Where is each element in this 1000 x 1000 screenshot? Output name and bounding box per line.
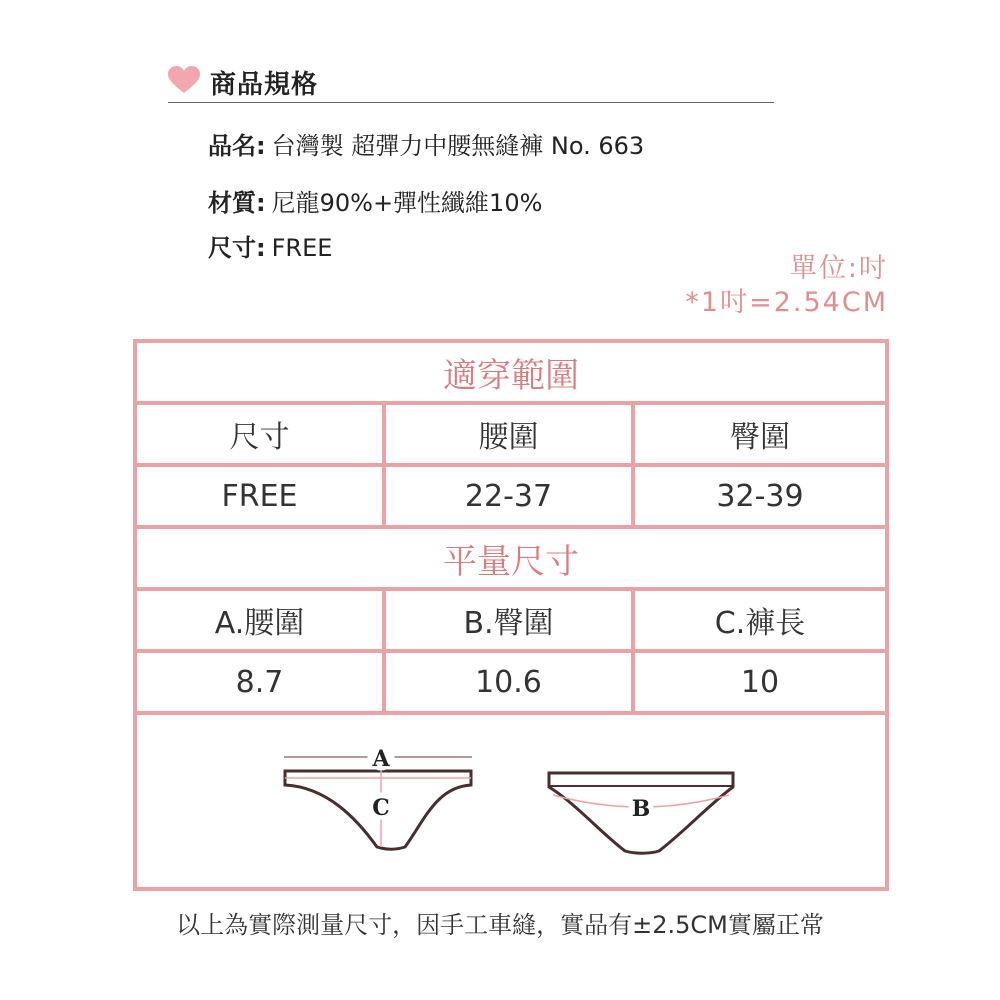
size-table — [133, 339, 889, 891]
flat-value-row — [137, 653, 885, 715]
unit-label: 單位:吋 — [789, 253, 888, 284]
unit-conversion: *1吋=2.54CM — [685, 287, 888, 318]
flat-header-hip: B.臀圍 — [386, 591, 635, 649]
spec-name-label: 品名: — [208, 132, 266, 160]
spec-size-label: 尺寸: — [208, 234, 266, 262]
heart-icon — [168, 66, 200, 94]
unit-note — [685, 252, 888, 320]
brief-back-illustration — [549, 773, 733, 853]
brief-front-illustration — [284, 744, 472, 849]
spec-material-row — [208, 183, 542, 219]
fit-table-title: 適穿範圍 — [443, 355, 579, 396]
fit-value-size: FREE — [137, 467, 386, 525]
diagram-label-b: B — [631, 796, 651, 822]
fit-header-size: 尺寸 — [137, 405, 386, 463]
diagram-label-c: C — [372, 795, 390, 821]
flat-title-row — [137, 529, 885, 591]
flat-header-waist: A.腰圍 — [137, 591, 386, 649]
flat-header-length: C.褲長 — [714, 606, 806, 641]
spec-name-row — [208, 126, 644, 162]
flat-value-length: 10 — [740, 664, 780, 700]
measurement-diagram — [137, 723, 885, 891]
section-title: 商品規格 — [210, 70, 319, 100]
spec-size-row — [208, 228, 332, 264]
fit-header-row — [137, 405, 885, 467]
flat-table-title: 平量尺寸 — [443, 541, 579, 582]
fit-value-row — [137, 467, 885, 529]
footer-note: 以上為實際測量尺寸，因手工車縫，實品有±2.5CM實屬正常 — [176, 911, 824, 939]
fit-value-hip: 32-39 — [716, 478, 804, 514]
flat-value-hip: 10.6 — [386, 653, 635, 711]
spec-material-label: 材質: — [208, 189, 266, 217]
fit-header-hip: 臀圍 — [730, 420, 790, 455]
fit-title-row — [137, 343, 885, 405]
spec-size-value: FREE — [271, 234, 333, 262]
spec-material-value: 尼龍90%+彈性纖維10% — [271, 189, 543, 217]
spec-name-value: 台灣製 超彈力中腰無縫褲 No. 663 — [271, 132, 645, 160]
flat-value-waist: 8.7 — [137, 653, 386, 711]
diagram-label-a: A — [372, 746, 390, 772]
section-header — [168, 62, 774, 103]
flat-header-row — [137, 591, 885, 653]
fit-value-waist: 22-37 — [386, 467, 635, 525]
fit-header-waist: 腰圍 — [386, 405, 635, 463]
